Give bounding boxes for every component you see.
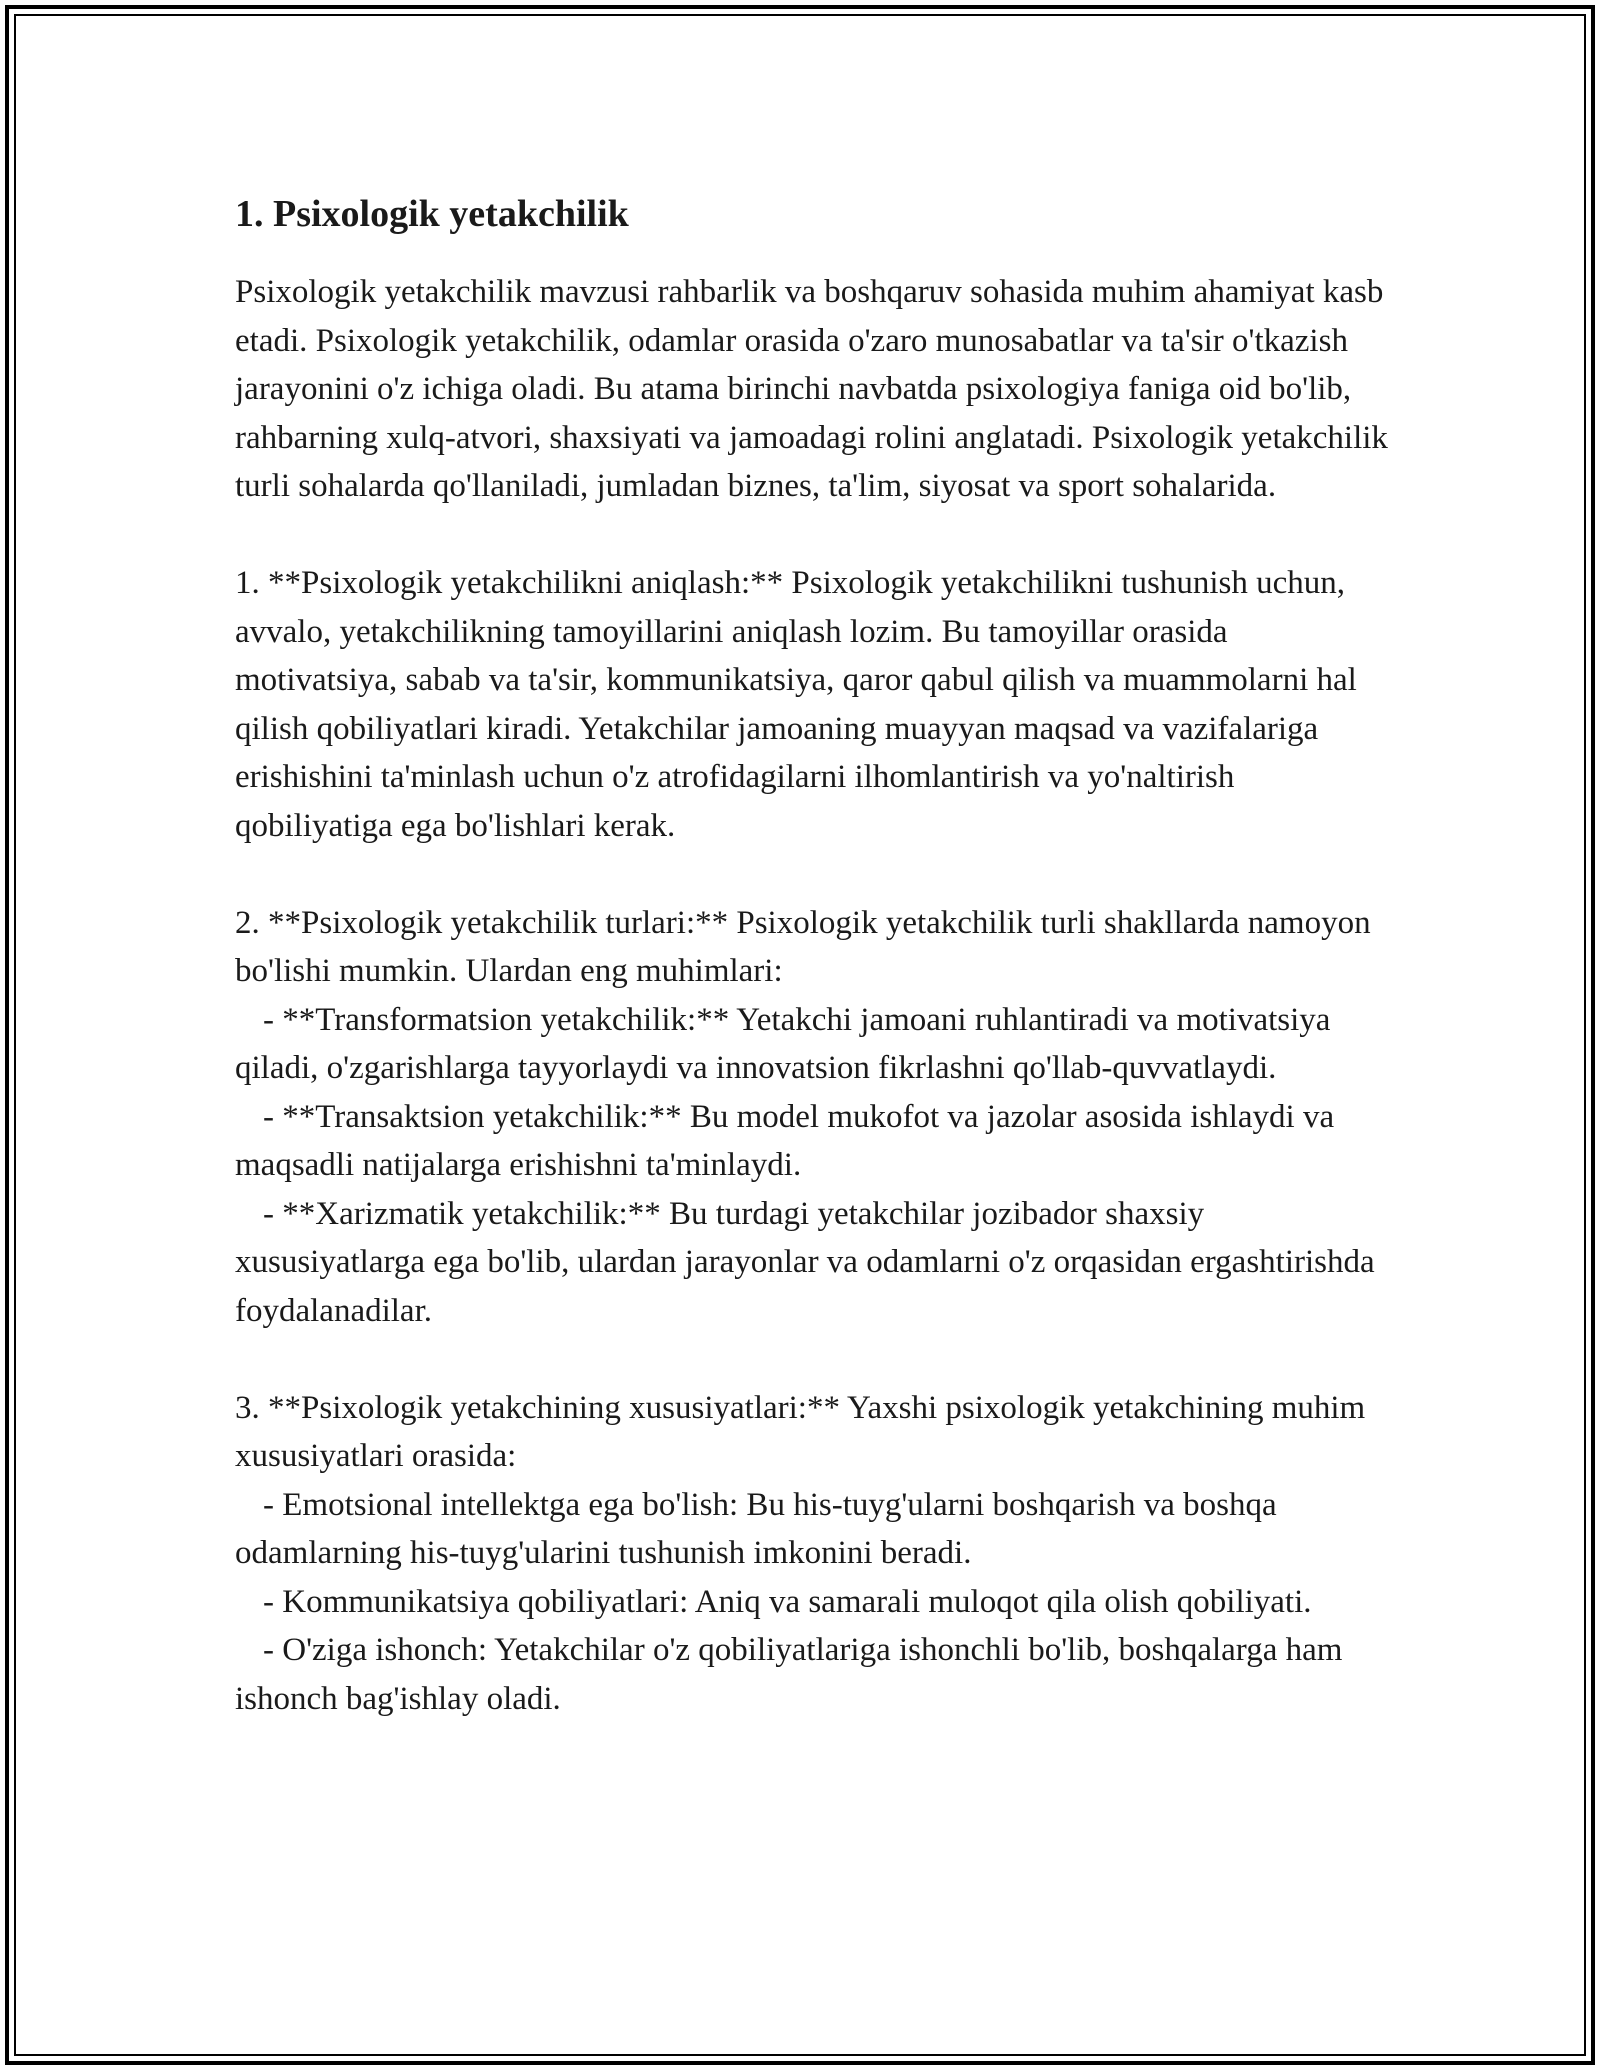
document-page	[235, 186, 1395, 1723]
section-2-item-3	[235, 1190, 1395, 1336]
section-2-item-1	[235, 996, 1395, 1093]
document-title: 1. Psixologik yetakchilik	[235, 193, 629, 235]
section-2-item-2	[235, 1093, 1395, 1190]
section-3-item-2	[235, 1578, 1395, 1627]
list-item-text: - Kommunikatsiya qobiliyatlari: Aniq va samarali muloqot qila olish qobiliyati.	[263, 1583, 1312, 1620]
section-3-lead: 3. **Psixologik yetakchining xususiyatlari:** Yaxshi psixologik yetakchining muhim xususiyatlari orasida:	[235, 1389, 1366, 1474]
intro-paragraph: Psixologik yetakchilik mavzusi rahbarlik va boshqaruv sohasida muhim ahamiyat kasb etadi. Psixologik yetakchilik, odamlar orasida o'zaro munosabatlar va ta'sir o'tkazish jarayonini o'z ichiga oladi. Bu atama birinchi navbatda psixologiya faniga oid bo'lib, rahbarning xulq-atvori, shaxsiyati va jamoadagi rolini anglatadi. Psixologik yetakchilik turli sohalarda qo'llaniladi, jumladan biznes, ta'lim, siyosat va sport sohalarida.	[235, 274, 1388, 504]
section-3-item-3	[235, 1626, 1395, 1723]
paragraph-spacer	[235, 850, 1395, 899]
list-item-text: - O'ziga ishonch: Yetakchilar o'z qobiliyatlariga ishonchli bo'lib, boshqalarga ham ishonch bag'ishlay oladi.	[235, 1632, 1343, 1717]
list-item-text: - **Xarizmatik yetakchilik:** Bu turdagi yetakchilar jozibador shaxsiy xususiyatlarga ega bo'lib, ulardan jarayonlar va odamlarni o'z orqasidan ergashtirishda foydalanadilar.	[235, 1195, 1375, 1329]
section-1-lead: 1. **Psixologik yetakchilikni aniqlash:** Psixologik yetakchilikni tushunish uchun, avvalo, yetakchilikning tamoyillarini aniqlash lozim. Bu tamoyillar orasida motivatsiya, sabab va ta'sir, kommunikatsiya, qaror qabul qilish va muammolarni hal qilish qobiliyatlari kiradi. Yetakchilar jamoaning muayyan maqsad va vazifalariga erishishini ta'minlash uchun o'z atrofidagilarni ilhomlantirish va yo'naltirish qobiliyatiga ega bo'lishlari kerak.	[235, 565, 1357, 844]
paragraph-spacer	[235, 511, 1395, 560]
paragraph-spacer	[235, 1335, 1395, 1384]
section-3-item-1	[235, 1481, 1395, 1578]
section-2-lead: 2. **Psixologik yetakchilik turlari:** Psixologik yetakchilik turli shakllarda namoyon bo'lishi mumkin. Ulardan eng muhimlari:	[235, 904, 1371, 989]
list-item-text: - **Transformatsion yetakchilik:** Yetakchi jamoani ruhlantiradi va motivatsiya qiladi, o'zgarishlarga tayyorlaydi va innovatsion fikrlashni qo'llab-quvvatlaydi.	[235, 1001, 1331, 1086]
list-item-text: - Emotsional intellektga ega bo'lish: Bu his-tuyg'ularni boshqarish va boshqa odamlarning his-tuyg'ularini tushunish imkonini beradi.	[235, 1486, 1277, 1571]
list-item-text: - **Transaktsion yetakchilik:** Bu model mukofot va jazolar asosida ishlaydi va maqsadli natijalarga erishishni ta'minlaydi.	[235, 1098, 1335, 1183]
